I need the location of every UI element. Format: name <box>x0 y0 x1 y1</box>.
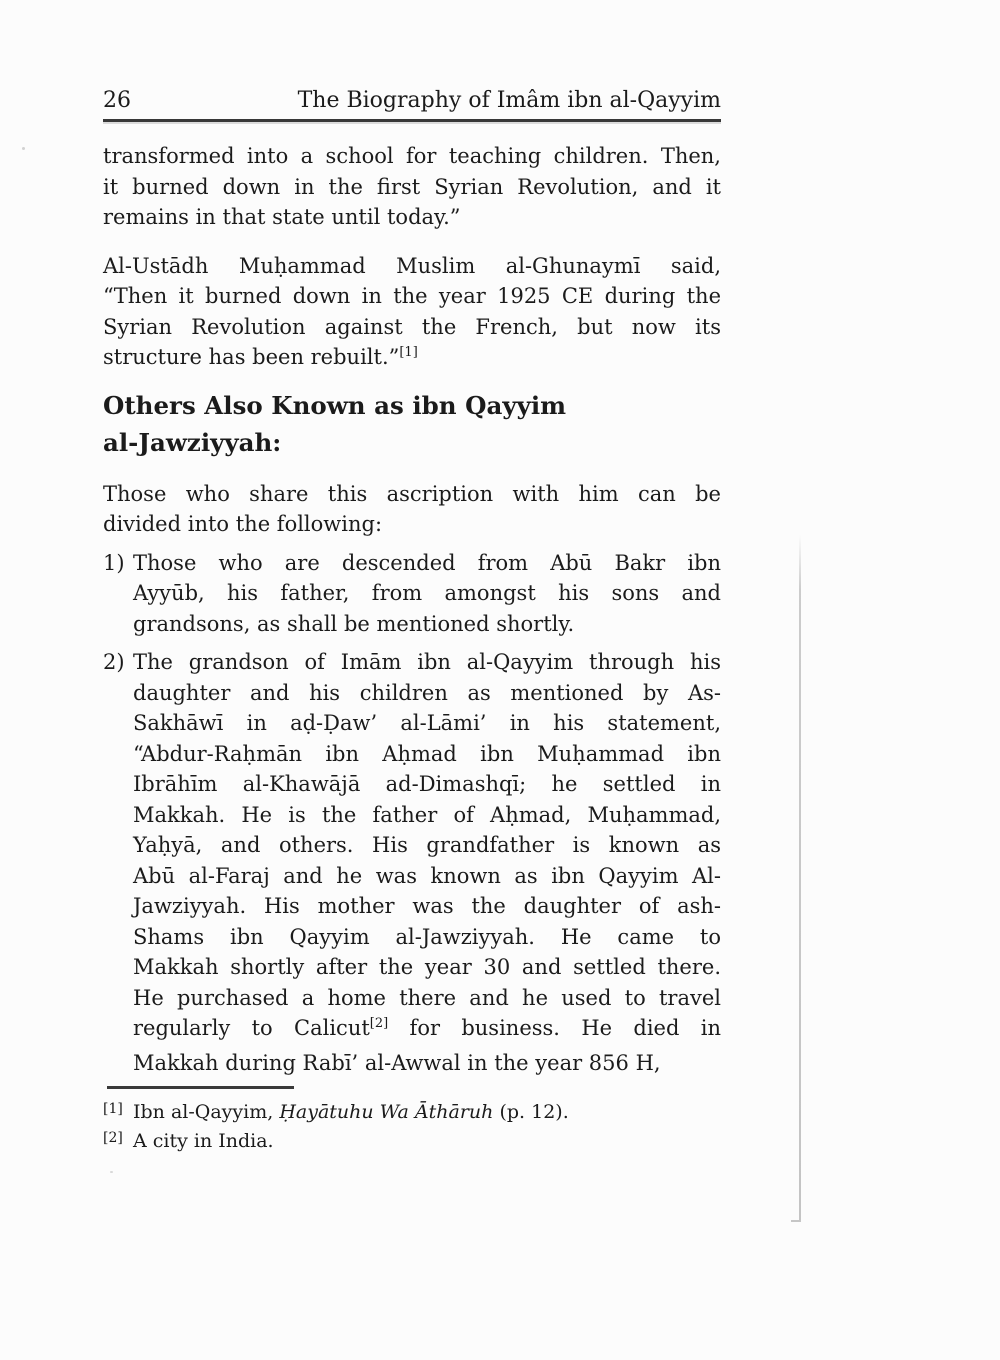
text-line <box>103 342 721 377</box>
text-line: He purchased a home there and he used to travel <box>133 985 721 1010</box>
list-item <box>103 548 721 640</box>
text-line: divided into the following: <box>103 512 383 536</box>
scan-speck <box>22 147 25 150</box>
text-line: “Abdur-Raḥmān ibn Aḥmad ibn Muḥammad ibn <box>133 741 721 766</box>
text-segment: A city in India. <box>133 1130 274 1152</box>
text-line: Makkah shortly after the year 30 and settled there. <box>133 955 721 979</box>
text-line: “Then it burned down in the year 1925 CE during the <box>103 284 721 308</box>
text-segment: (p. 12). <box>493 1101 569 1123</box>
list-marker: 1) <box>103 550 125 575</box>
text-line: The grandson of Imām ibn al-Qayyim through his <box>133 650 721 674</box>
paragraph <box>103 251 721 377</box>
text-line: al-Jawziyyah: <box>103 427 282 457</box>
text-segment: regularly to Calicut <box>133 1016 370 1040</box>
footnote-list <box>103 1098 721 1156</box>
scan-edge-line <box>799 535 801 1222</box>
list-item <box>103 647 721 1078</box>
list-item-text <box>133 647 721 1078</box>
section-heading <box>103 387 721 461</box>
text-line: Abū al-Faraj and he was known as ibn Qayyim Al- <box>133 863 721 888</box>
text-line: Those who are descended from Abū Bakr ibn <box>133 550 721 575</box>
footnote-rule <box>107 1086 294 1089</box>
text-line: Ayyūb, his father, from amongst his sons and <box>133 581 721 605</box>
list-marker: 2) <box>103 650 125 674</box>
paragraph <box>103 479 721 540</box>
text-line: it burned down in the first Syrian Revolution, and it <box>103 174 721 199</box>
text-line: Shams ibn Qayyim al-Jawziyyah. He came to <box>133 924 721 949</box>
text-line: Syrian Revolution against the French, but now its <box>103 314 721 339</box>
footnote-marker: [1] <box>103 1101 123 1117</box>
header-rule <box>103 119 721 122</box>
text-line: Those who share this ascription with him can be <box>103 481 721 506</box>
text-line: Yaḥyā, and others. His grandfather is known as <box>133 833 721 857</box>
text-line: Others Also Known as ibn Qayyim <box>103 390 567 420</box>
text-segment: structure has been rebuilt.” <box>103 345 400 369</box>
text-line: daughter and his children as mentioned by As- <box>133 680 721 705</box>
text-line: Makkah. He is the father of Aḥmad, Muḥammad, <box>133 802 721 827</box>
text-line: Al-Ustādh Muḥammad Muslim al-Ghunaymī said, <box>103 253 721 278</box>
scan-speck <box>110 1171 113 1173</box>
scan-edge-line-foot <box>791 1220 801 1222</box>
body-text <box>103 141 721 1078</box>
running-title: The Biography of Imâm ibn al-Qayyim <box>297 88 721 113</box>
footnote <box>103 1098 721 1127</box>
text-line: Makkah during Rabī’ al-Awwal in the year 856 H, <box>133 1050 661 1075</box>
page-number: 26 <box>103 88 131 113</box>
page-content <box>103 88 721 1078</box>
footnote-text <box>133 1098 721 1127</box>
text-segment: Ḥayātuhu Wa Āthāruh <box>279 1101 494 1123</box>
paragraph <box>103 141 721 233</box>
footnote-text <box>133 1127 721 1156</box>
text-line: grandsons, as shall be mentioned shortly. <box>133 611 575 636</box>
text-line <box>133 1013 721 1048</box>
text-line: Ibrāhīm al-Khawājā ad-Dimashqī; he settled in <box>133 772 721 796</box>
footnote-ref: [2] <box>369 1016 389 1031</box>
footnotes-section <box>103 1086 721 1156</box>
page-header <box>103 88 721 114</box>
text-line: remains in that state until today.” <box>103 205 461 229</box>
footnote-ref: [1] <box>399 345 418 360</box>
footnote <box>103 1127 721 1156</box>
text-segment: for business. He died in <box>388 1016 721 1040</box>
text-line: Sakhāwī in aḍ-Ḍaw’ al-Lāmi’ in his statement, <box>133 711 721 735</box>
text-line: Jawziyyah. His mother was the daughter of ash- <box>133 894 721 918</box>
footnote-marker: [2] <box>103 1130 123 1146</box>
list-item-text <box>133 548 721 640</box>
text-segment: Ibn al-Qayyim, <box>133 1101 280 1123</box>
text-line: transformed into a school for teaching children. Then, <box>103 144 721 168</box>
